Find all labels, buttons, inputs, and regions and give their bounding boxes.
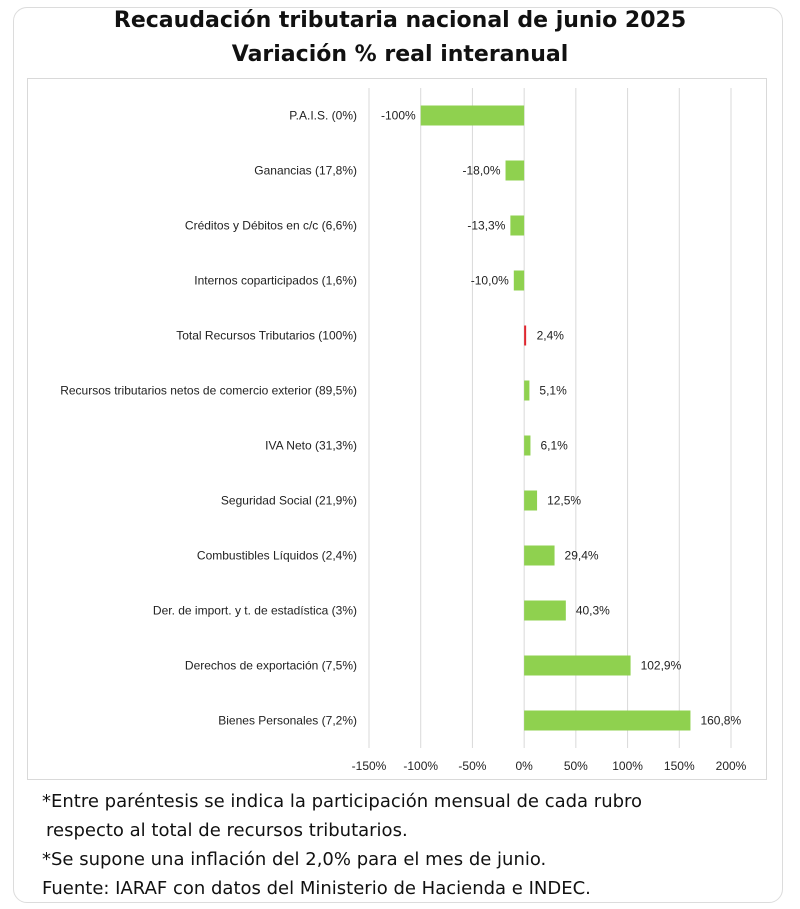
x-tick-label: 200% — [715, 759, 747, 773]
x-tick-label: 100% — [612, 759, 643, 773]
data-label: -100% — [381, 108, 416, 123]
bar — [506, 161, 525, 181]
footnote-participation-cont: respecto al total de recursos tributarios. — [46, 820, 408, 841]
data-label: 40,3% — [575, 603, 610, 618]
source-note: Fuente: IARAF con datos del Ministerio de Hacienda e INDEC. — [42, 878, 591, 899]
x-tick-label: -100% — [403, 759, 439, 773]
category-label: Bienes Personales (7,2%) — [218, 713, 357, 728]
data-label: 29,4% — [564, 548, 599, 563]
category-label: Recursos tributarios netos de comercio exterior (89,5%) — [60, 383, 357, 398]
category-label: Total Recursos Tributarios (100%) — [176, 328, 357, 343]
footnote-inflation: *Se supone una inflación del 2,0% para el mes de junio. — [42, 849, 547, 870]
data-label: 5,1% — [539, 383, 567, 398]
data-label: -18,0% — [462, 163, 501, 178]
bar — [514, 271, 524, 291]
data-label: 160,8% — [700, 713, 742, 728]
x-tick-label: -50% — [458, 759, 487, 773]
bar — [524, 656, 630, 676]
bar — [524, 381, 529, 401]
data-label: -10,0% — [470, 273, 509, 288]
category-label: Créditos y Débitos en c/c (6,6%) — [184, 218, 357, 233]
bar — [421, 106, 524, 126]
category-label: Ganancias (17,8%) — [254, 163, 357, 178]
chart-subtitle: Variación % real interanual — [231, 42, 569, 67]
category-label: IVA Neto (31,3%) — [265, 438, 357, 453]
data-label: 2,4% — [536, 328, 564, 343]
chart-title: Recaudación tributaria nacional de junio 2025 — [113, 8, 687, 33]
footnotes — [42, 787, 782, 903]
x-tick-label: -150% — [351, 759, 387, 773]
bar — [524, 436, 530, 456]
category-label: Internos coparticipados (1,6%) — [194, 273, 357, 288]
bar — [524, 491, 537, 511]
bar — [524, 326, 526, 346]
bar — [524, 711, 690, 731]
bar — [510, 216, 524, 236]
category-label: Derechos de exportación (7,5%) — [184, 658, 357, 673]
category-label: Der. de import. y t. de estadística (3%) — [152, 603, 357, 618]
category-label: P.A.I.S. (0%) — [289, 108, 357, 123]
data-label: -13,3% — [467, 218, 506, 233]
data-label: 102,9% — [640, 658, 682, 673]
x-tick-label: 150% — [663, 759, 695, 773]
category-label: Combustibles Líquidos (2,4%) — [196, 548, 357, 563]
data-label: 12,5% — [547, 493, 582, 508]
footnote-participation: *Entre paréntesis se indica la participación mensual de cada rubro — [42, 791, 643, 812]
x-tick-label: 0% — [515, 759, 533, 773]
bar — [524, 546, 554, 566]
category-label: Seguridad Social (21,9%) — [220, 493, 357, 508]
x-tick-label: 50% — [563, 759, 588, 773]
data-label: 6,1% — [540, 438, 568, 453]
bar — [524, 601, 566, 621]
